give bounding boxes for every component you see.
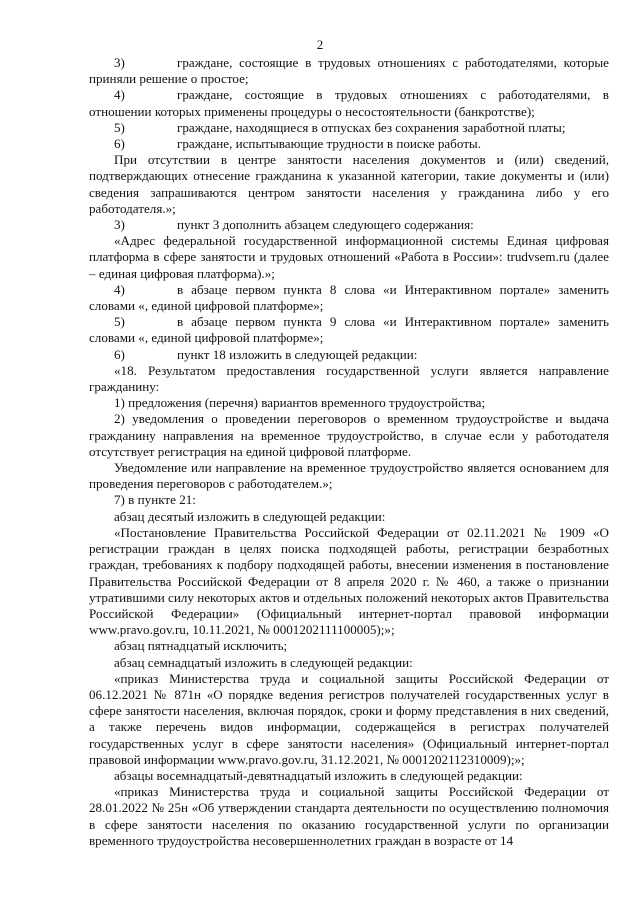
list-number: 3) <box>114 55 125 70</box>
paragraph <box>89 395 609 411</box>
list-number: 6) <box>114 136 125 152</box>
paragraph-text: граждане, находящиеся в отпусках без сохранения заработной платы; <box>177 119 566 135</box>
paragraph <box>89 492 609 508</box>
paragraph <box>89 784 609 849</box>
paragraph-text: Уведомление или направление на временное трудоустройство является основанием для проведения переговоров с работодателем.»; <box>89 460 609 492</box>
page-number: 2 <box>316 37 324 52</box>
paragraph-text: 2) уведомления о проведении переговоров о временном трудоустройстве и выдача гражданину направления на временное трудоустройство, в случае если у работодателя отсутствует регистрация на единой цифровой платформе. <box>89 411 609 459</box>
paragraph-text: абзац семнадцатый изложить в следующей редакции: <box>114 654 413 670</box>
paragraph-text: абзац десятый изложить в следующей редакции: <box>114 508 386 524</box>
paragraph <box>89 120 609 136</box>
paragraph-text: в абзаце первом пункта 9 слова «и Интерактивном портале» заменить словами «, единой цифровой платформе»; <box>89 314 609 346</box>
paragraph-text: «Адрес федеральной государственной информационной системы Единая цифровая платформа в сфере занятости и трудовых отношений «Работа в России»: trudvsem.ru (далее – единая цифровая платформа).»; <box>89 233 609 281</box>
paragraph <box>89 768 609 784</box>
paragraph <box>89 347 609 363</box>
paragraph <box>89 217 609 233</box>
paragraph <box>89 638 609 654</box>
paragraph-text: При отсутствии в центре занятости населения документов и (или) сведений, подтверждающих отнесение гражданина к указанной категории, такие документы и (или) сведения запрашиваются центром занятости населения у гражданина либо у его работодателя.»; <box>89 152 609 216</box>
paragraph-text: «Постановление Правительства Российской Федерации от 02.11.2021 № 1909 «О регистрации граждан в целях поиска подходящей работы, регистрации безработных граждан, требованиях к подбору подходящей работы, внесении изменения в постановление Правительства Российской Федерации от 8 апреля 2020 г. № 460, а также о признании утратившими силу некоторых актов и отдельных положений некоторых актов Правительства Российской Федерации» (Официальный интернет-портал правовой информации www.pravo.gov.ru, 10.11.2021, № 0001202111100005);»; <box>89 524 609 638</box>
paragraph-text: 1) предложения (перечня) вариантов временного трудоустройства; <box>114 395 486 411</box>
paragraph <box>89 314 609 346</box>
list-number: 4) <box>114 281 125 297</box>
list-number: 5) <box>114 119 125 135</box>
paragraph-text: граждане, состоящие в трудовых отношениях с работодателями, в отношении которых применены процедуры о несостоятельности (банкротстве); <box>89 87 609 119</box>
paragraph-text: «приказ Министерства труда и социальной защиты Российской Федерации от 28.01.2022 № 25н «Об утверждении стандарта деятельности по осуществлению полномочия в сфере занятости населения по оказанию государственной услуги по организации временного трудоустройства несовершеннолетних граждан в возрасте от 14 <box>89 784 609 848</box>
paragraph-text: граждане, состоящие в трудовых отношениях с работодателями, которые приняли решение о простое; <box>89 55 609 87</box>
paragraph-text: 7) в пункте 21: <box>114 492 196 508</box>
paragraph-text: пункт 3 дополнить абзацем следующего содержания: <box>177 217 474 233</box>
paragraph <box>89 411 609 460</box>
paragraph-text: граждане, испытывающие трудности в поиске работы. <box>177 136 482 152</box>
paragraph-text: пункт 18 изложить в следующей редакции: <box>177 346 418 362</box>
document-body <box>89 55 609 849</box>
paragraph <box>89 655 609 671</box>
paragraph <box>89 152 609 217</box>
paragraph-text: абзац пятнадцатый исключить; <box>114 638 288 654</box>
paragraph <box>89 87 609 119</box>
list-number: 5) <box>114 314 125 330</box>
paragraph-text: в абзаце первом пункта 8 слова «и Интерактивном портале» заменить словами «, единой цифровой платформе»; <box>89 281 609 314</box>
paragraph <box>89 525 609 638</box>
paragraph <box>89 460 609 492</box>
paragraph <box>89 136 609 152</box>
paragraph <box>89 233 609 282</box>
list-number: 4) <box>114 87 125 103</box>
paragraph <box>89 282 609 314</box>
paragraph-text: абзацы восемнадцатый-девятнадцатый изложить в следующей редакции: <box>114 767 523 783</box>
paragraph <box>89 363 609 395</box>
paragraph <box>89 55 609 87</box>
list-number: 6) <box>114 346 125 362</box>
paragraph <box>89 509 609 525</box>
paragraph-text: «18. Результатом предоставления государственной услуги является направление гражданину: <box>89 362 609 395</box>
list-number: 3) <box>114 217 125 233</box>
paragraph <box>89 671 609 768</box>
paragraph-text: «приказ Министерства труда и социальной защиты Российской Федерации от 06.12.2021 № 871н «О порядке ведения регистров получателей государственных услуг в сфере занятости населения, включая порядок, сроки и форму представления в них сведений, а также перечень видов информации, содержащейся в регистрах получателей государственных услуг в сфере занятости населения» (Официальный интернет-портал правовой информации www.pravo.gov.ru, 31.12.2021, № 0001202112310009);»; <box>89 670 609 767</box>
